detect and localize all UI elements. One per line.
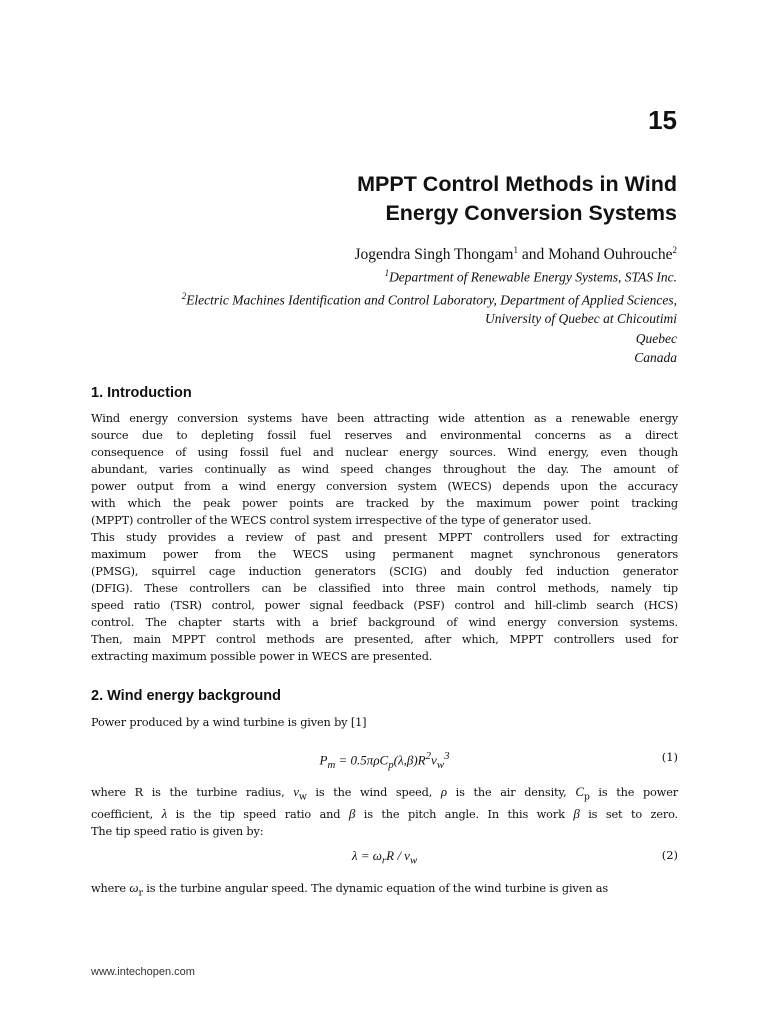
affiliation-2-line-3: Quebec	[635, 330, 677, 346]
eq-subscript: m	[327, 758, 336, 771]
text-line: source due to depleting fossil fuel reserves and environmental concerns as a direct	[91, 429, 678, 442]
affiliations	[37, 264, 677, 367]
eq-subscript: r	[381, 854, 387, 867]
affiliation-mark: 1	[384, 268, 390, 278]
text-line: (DFIG). These controllers can be classified into three main control methods, namely tip	[91, 582, 678, 595]
subscript: p	[583, 791, 590, 803]
eq-term: λ = ω	[351, 848, 382, 863]
text-line: control. The chapter starts with a brief background of wind energy conversion systems.	[91, 616, 678, 629]
chapter-number: 15	[648, 105, 677, 135]
text-line: The tip speed ratio is given by:	[91, 825, 264, 839]
eq-subscript: w	[436, 758, 445, 771]
affiliation-2-line-2: University of Quebec at Chicoutimi	[485, 311, 677, 327]
text-run: is the air density,	[446, 786, 576, 799]
eq-symbol: v	[431, 752, 437, 768]
text-line: (MPPT) controller of the WECS control system irrespective of the type of generator used.	[91, 514, 592, 527]
equation-2-expression	[91, 848, 678, 867]
text-line: Power produced by a wind turbine is given by [1]	[91, 716, 367, 729]
affiliation-mark: 2	[672, 245, 677, 255]
equation-1-expression	[91, 750, 678, 771]
symbol: λ	[161, 806, 168, 822]
affiliation-2	[37, 287, 677, 310]
symbol: C	[575, 784, 584, 799]
text-line	[91, 783, 678, 805]
eq-symbol: P	[319, 752, 328, 768]
text-run: is the turbine angular speed. The dynamic equation of the wind turbine is given as	[142, 882, 609, 895]
text-line: Wind energy conversion systems have been attracting wide attention as a renewable energy	[91, 412, 678, 425]
eq-term: (λ,β)R	[393, 752, 426, 768]
text-run: is the power	[589, 786, 678, 799]
text-run: where	[91, 882, 130, 895]
symbol: β	[348, 806, 356, 822]
text-line: This study provides a review of past and present MPPT controllers used for extracting	[91, 531, 678, 544]
affiliation-2-line-4: Canada	[634, 349, 677, 365]
footer-url: www.intechopen.com	[91, 966, 195, 978]
affiliation-text: Department of Renewable Energy Systems, STAS Inc.	[389, 269, 677, 285]
text-run: is the tip speed ratio and	[167, 808, 349, 822]
chapter-title-line-2: Energy Conversion Systems	[385, 201, 677, 225]
text-line: extracting maximum possible power in WECS are presented.	[91, 650, 433, 663]
symbol: β	[573, 806, 580, 822]
author-joiner: and	[517, 246, 549, 264]
eq-subscript: w	[409, 854, 418, 867]
chapter-title	[157, 170, 677, 228]
equation-2	[91, 848, 678, 868]
text-line	[91, 805, 678, 823]
affiliation-mark: 1	[513, 245, 518, 255]
text-line	[91, 879, 678, 901]
text-line: consequence of using fossil fuel and nuclear energy sources. Wind energy, even though	[91, 446, 678, 459]
introduction-paragraph	[91, 410, 678, 665]
subscript: r	[138, 887, 143, 899]
eq-term: R / v	[386, 848, 410, 863]
author-name: Jogendra Singh Thongam	[354, 246, 514, 264]
angular-speed-paragraph	[91, 879, 678, 901]
eq-superscript: 3	[444, 750, 450, 762]
symbol: ρ	[440, 784, 447, 799]
affiliation-1	[37, 264, 677, 287]
eq-subscript: p	[388, 758, 394, 771]
text-run: coefficient,	[91, 808, 162, 822]
variables-paragraph	[91, 783, 678, 840]
text-line: maximum power from the WECS using permanent magnet synchronous generators	[91, 548, 678, 561]
author-name: Mohand Ouhrouche	[548, 246, 673, 264]
text-run: is the pitch angle. In this work	[355, 808, 574, 822]
eq-superscript: 2	[425, 750, 432, 762]
section-heading-wind-energy-background: 2. Wind energy background	[91, 688, 282, 704]
equation-2-number: (2)	[661, 848, 678, 862]
text-run: where R is the turbine radius,	[91, 786, 294, 799]
background-intro-text	[91, 714, 678, 731]
symbol: ω	[129, 880, 139, 895]
text-run: is set to zero.	[579, 808, 678, 822]
text-run: is the wind speed,	[306, 786, 441, 799]
affiliation-mark: 2	[181, 290, 187, 301]
text-line: Then, main MPPT control methods are presented, after which, MPPT controllers used for	[91, 633, 678, 646]
author-list	[354, 245, 677, 264]
text-line: speed ratio (TSR) control, power signal feedback (PSF) control and hill-climb search (HCS)	[91, 599, 678, 612]
equation-1-number: (1)	[661, 750, 678, 764]
subscript: w	[298, 791, 307, 803]
text-line: power output from a wind energy conversion system (WECS) depends upon the accuracy	[91, 480, 678, 493]
equation-1	[91, 750, 678, 770]
symbol: v	[293, 784, 299, 799]
section-heading-introduction: 1. Introduction	[91, 385, 192, 401]
chapter-title-line-1: MPPT Control Methods in Wind	[357, 172, 677, 196]
text-line: with which the peak power points are tracked by the maximum power point tracking	[91, 497, 678, 510]
eq-term: = 0.5πρC	[335, 752, 389, 768]
text-line: abundant, varies continually as wind speed changes throughout the day. The amount of	[91, 463, 678, 476]
text-line: (PMSG), squirrel cage induction generators (SCIG) and doubly fed induction generator	[91, 565, 678, 578]
affiliation-text: Electric Machines Identification and Control Laboratory, Department of Applied Sciences,	[186, 292, 677, 308]
